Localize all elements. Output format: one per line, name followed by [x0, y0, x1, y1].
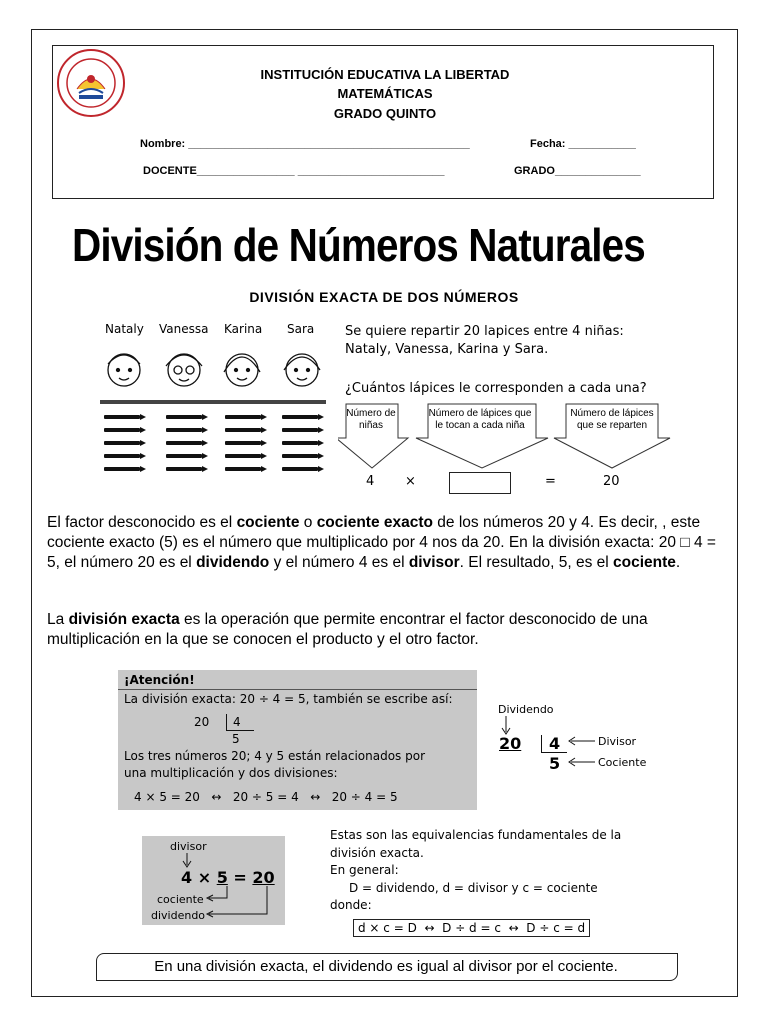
girl-name-karina: Karina [224, 322, 263, 336]
arrow-label-per-girl: Número de lápices que le tocan a cada niña [428, 408, 532, 431]
attention-relations: 4 × 5 = 20 ↔ 20 ÷ 5 = 4 ↔ 20 ÷ 4 = 5 [134, 790, 398, 804]
diagram-divisor: 4 [549, 734, 561, 753]
attention-line-1: La división exacta: 20 ÷ 4 = 5, también se escribe así: [124, 692, 453, 706]
arrow-label-girls: Número de niñas [346, 408, 396, 431]
dividend-label: Dividendo [498, 703, 554, 716]
explanation-paragraph: El factor desconocido es el cociente o cociente exacto de los números 20 y 4. Es decir, , este cociente exacto (5) es el número que multiplicado por 4 nos da 20. En la división exacta: 20 □ 4 = 5, el número 20 es el dividendo y el número 4 es el divisor. El resultado, 5, es el cociente. [47, 514, 716, 571]
mult-cociente-label: cociente [157, 893, 204, 906]
down-arrow-icon [500, 716, 512, 736]
mult-divisor-label: divisor [170, 840, 207, 853]
equivalences-line-4: D = dividendo, d = divisor y c = cociente [349, 881, 598, 895]
answer-box[interactable] [449, 472, 511, 494]
problem-question: ¿Cuántos lápices le corresponden a cada una? [345, 381, 647, 396]
subject-name: MATEMÁTICAS [337, 86, 433, 101]
equivalences-line-2: división exacta. [330, 846, 424, 860]
problem-line-1: Se quiere repartir 20 lapices entre 4 niñas: [345, 324, 624, 339]
table-line [100, 400, 326, 404]
arrow-label-total: Número de lápices que se reparten [570, 408, 654, 431]
divisor-label: Divisor [598, 735, 637, 748]
down-arrow-icon [181, 853, 193, 869]
diagram-dividend: 20 [499, 734, 522, 753]
school-logo-icon [57, 49, 125, 117]
girl-name-vanessa: Vanessa [159, 322, 209, 336]
section-subtitle: DIVISIÓN EXACTA DE DOS NÚMEROS [249, 289, 519, 305]
equivalences-line-3: En general: [330, 863, 399, 877]
institution-name: INSTITUCIÓN EDUCATIVA LA LIBERTAD [260, 67, 510, 82]
attention-quotient: 5 [232, 732, 240, 746]
equation-equals: = [545, 474, 556, 489]
mult-expression: 4 × 5 = 20 [181, 868, 275, 887]
attention-line-2: Los tres números 20; 4 y 5 están relacionados por [124, 749, 426, 763]
equivalences-formula: d × c = D ↔ D ÷ d = c ↔ D ÷ c = d [353, 919, 590, 937]
name-field[interactable]: Nombre: ______________________________________________ [140, 138, 470, 150]
attention-box [118, 670, 477, 810]
teacher-field[interactable]: DOCENTE________________ ________________________ [143, 165, 445, 177]
mult-connector-lines [205, 886, 275, 920]
attention-dividend: 20 [194, 715, 210, 729]
equation-times: × [405, 474, 416, 489]
grade-name: GRADO QUINTO [333, 106, 437, 121]
left-arrow-icon [567, 736, 597, 770]
attention-line-3: una multiplicación y dos divisiones: [124, 766, 338, 780]
date-field[interactable]: Fecha: ___________ [530, 138, 636, 150]
girls-illustration [96, 342, 336, 402]
page-title: División de Números Naturales [72, 219, 645, 271]
mult-dividendo-label: dividendo [151, 909, 206, 922]
equivalences-line-5: donde: [330, 898, 372, 912]
conclusion-text: En una división exacta, el dividendo es igual al divisor por el cociente. [154, 958, 618, 975]
girl-name-nataly: Nataly [105, 322, 144, 336]
attention-divisor: 4 [233, 715, 241, 729]
equation-product: 20 [603, 474, 620, 489]
quotient-label: Cociente [598, 756, 647, 769]
girl-name-sara: Sara [287, 322, 315, 336]
attention-heading: ¡Atención! [124, 673, 195, 687]
diagram-quotient: 5 [549, 754, 561, 773]
definition-paragraph: La división exacta es la operación que permite encontrar el factor desconocido de una multiplicación en la que se conocen el producto y el otro factor. [47, 611, 648, 648]
grade-field[interactable]: GRADO______________ [514, 165, 641, 177]
equation-factor: 4 [366, 474, 375, 489]
equivalences-line-1: Estas son las equivalencias fundamentales de la [330, 828, 622, 842]
problem-line-2: Nataly, Vanessa, Karina y Sara. [345, 342, 549, 357]
